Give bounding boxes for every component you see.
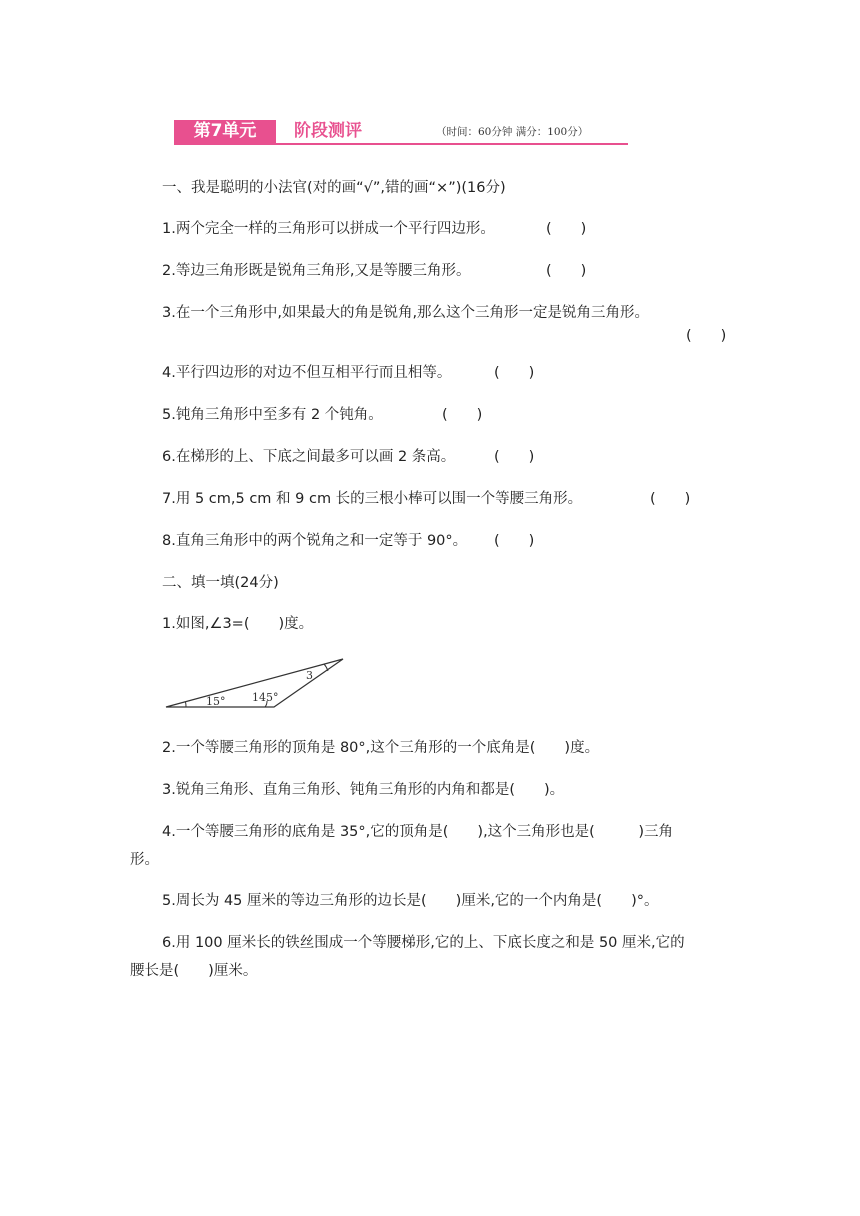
answer-paren-4[interactable]: ( ) — [494, 365, 535, 381]
answer-paren-7[interactable]: ( ) — [650, 491, 691, 507]
fill-item-6-cont: 腰长是( )厘米。 — [130, 963, 258, 979]
judge-item-4: 4.平行四边形的对边不但互相平行而且相等。 — [162, 365, 452, 381]
fill-item-6: 6.用 100 厘米长的铁丝围成一个等腰梯形,它的上、下底长度之和是 50 厘米,它的 — [162, 935, 685, 951]
angle-label-15: 15° — [206, 695, 226, 708]
fill-item-4-cont: 形。 — [130, 852, 159, 868]
time-score-info: （时间：60分钟 满分：100分） — [436, 126, 589, 138]
judge-item-2: 2.等边三角形既是锐角三角形,又是等腰三角形。 — [162, 263, 471, 279]
triangle-figure — [160, 654, 350, 712]
judge-item-8: 8.直角三角形中的两个锐角之和一定等于 90°。 — [162, 533, 468, 549]
answer-paren-6[interactable]: ( ) — [494, 449, 535, 465]
answer-paren-8[interactable]: ( ) — [494, 533, 535, 549]
fill-item-5: 5.周长为 45 厘米的等边三角形的边长是( )厘米,它的一个内角是( )°。 — [162, 893, 659, 909]
answer-paren-5[interactable]: ( ) — [442, 407, 483, 423]
header-rule — [174, 143, 628, 145]
answer-paren-2[interactable]: ( ) — [546, 263, 587, 279]
angle-label-3: 3 — [306, 669, 313, 682]
judge-item-6: 6.在梯形的上、下底之间最多可以画 2 条高。 — [162, 449, 456, 465]
angle-arc-3 — [324, 664, 328, 671]
section2-heading: 二、填一填(24分) — [162, 575, 279, 591]
judge-item-3: 3.在一个三角形中,如果最大的角是锐角,那么这个三角形一定是锐角三角形。 — [162, 305, 650, 321]
section-title: 阶段测评 — [294, 121, 362, 141]
answer-paren-3[interactable]: ( ) — [686, 328, 727, 344]
judge-item-1: 1.两个完全一样的三角形可以拼成一个平行四边形。 — [162, 221, 495, 237]
answer-paren-1[interactable]: ( ) — [546, 221, 587, 237]
fill-item-4: 4.一个等腰三角形的底角是 35°,它的顶角是( ),这个三角形也是( )三角 — [162, 824, 673, 840]
angle-label-145: 145° — [252, 691, 279, 704]
fill-item-1: 1.如图,∠3=( )度。 — [162, 616, 314, 632]
section1-heading: 一、我是聪明的小法官(对的画“√”,错的画“×”)(16分) — [162, 180, 506, 196]
judge-item-5: 5.钝角三角形中至多有 2 个钝角。 — [162, 407, 383, 423]
fill-item-2: 2.一个等腰三角形的顶角是 80°,这个三角形的一个底角是( )度。 — [162, 740, 600, 756]
judge-item-7: 7.用 5 cm,5 cm 和 9 cm 长的三根小棒可以围一个等腰三角形。 — [162, 491, 583, 507]
angle-arc-15 — [186, 702, 187, 707]
fill-item-3: 3.锐角三角形、直角三角形、钝角三角形的内角和都是( )。 — [162, 782, 565, 798]
unit-badge: 第7单元 — [174, 120, 276, 143]
